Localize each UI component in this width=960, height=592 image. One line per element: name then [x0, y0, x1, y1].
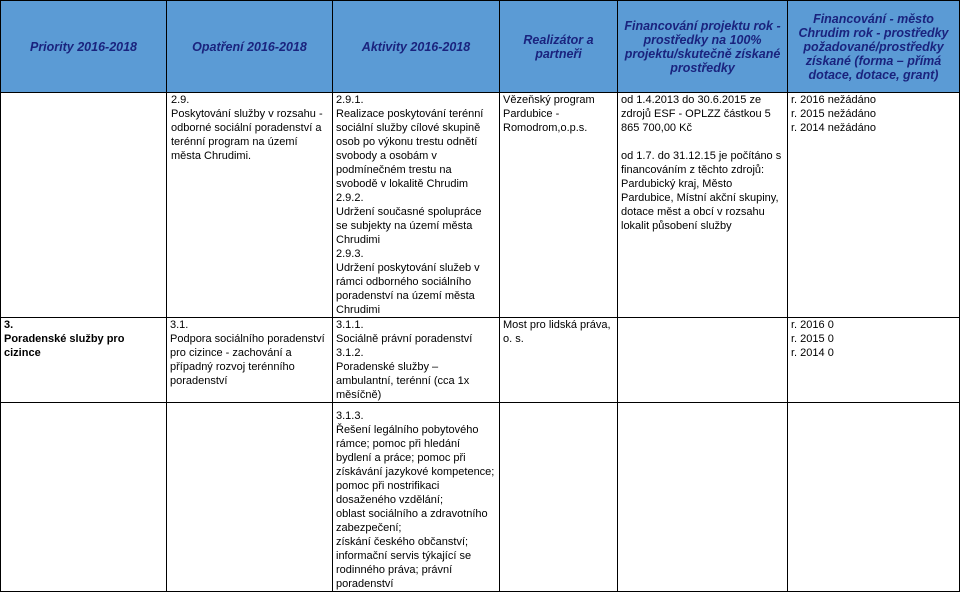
activity-text: Udržení poskytování služeb v rámci odborného sociálního poradenství na území města Chrudimi — [336, 262, 480, 316]
priority-cell — [1, 403, 167, 592]
activity-text: Sociálně právní poradenství — [336, 333, 473, 345]
activity-title: Řešení legálního pobytového — [336, 424, 479, 436]
measure-cell: 2.9. Poskytování služby v rozsahu - odborné sociální poradenství a terénní program na území města Chrudimi. — [167, 93, 333, 318]
financing-city-cell: r. 2016 nežádáno r. 2015 nežádáno r. 2014 nežádáno — [788, 93, 960, 318]
priority-cell: 3. Poradenské služby pro cizince — [1, 318, 167, 403]
activity-code: 3.1.1. — [336, 319, 364, 331]
activities-cell — [333, 93, 500, 318]
financing-project-cell — [618, 93, 788, 318]
activity-code: 3.1.3. — [336, 410, 364, 422]
implementer-cell — [500, 403, 618, 592]
header-row — [1, 1, 960, 93]
financing-project-cell — [618, 318, 788, 403]
header-priority: Priority 2016-2018 — [1, 1, 167, 93]
financing-period: od 1.7. do 31.12.15 je počítáno s financováním z těchto zdrojů: Pardubický kraj, Město Pardubice, Místní akční skupiny, dotace měst a obcí v rozsahu lokalit působení služby — [621, 150, 782, 232]
activities-cell — [333, 318, 500, 403]
activity-text: Realizace poskytování terénní sociální služby cílové skupině osob po výkonu trestu odnětí svobody a osobám v podmínečném trestu na svobodě v lokalitě Chrudim — [336, 108, 484, 190]
header-financing-city: Financování - město Chrudim rok - prostředky požadované/prostředky získané (forma – přímá dotace, dotace, grant) — [788, 1, 960, 93]
activity-text: rámce; pomoc při hledání bydlení a práce; pomoc při získávání jazykové kompetence; pomoc při nostrifikaci dosaženého vzdělání; oblast sociálního a zdravotního zabezpečení; získání českého občanství; informační servis týkající se rodinného práva; právní poradenství — [336, 438, 495, 590]
table-row — [1, 403, 960, 592]
implementer-cell: Most pro lidská práva, o. s. — [500, 318, 618, 403]
activity-code: 2.9.3. — [336, 248, 364, 260]
activity-text: Poradenské služby – ambulantní, terénní (cca 1x měsíčně) — [336, 361, 470, 401]
header-implementer: Realizátor a partneři — [500, 1, 618, 93]
measure-cell — [167, 403, 333, 592]
financing-project-cell — [618, 403, 788, 592]
financing-period: od 1.4.2013 do 30.6.2015 ze zdrojů ESF - OPLZZ částkou 5 865 700,00 Kč — [621, 94, 771, 134]
activities-cell — [333, 403, 500, 592]
table-row — [1, 318, 960, 403]
priority-cell — [1, 93, 167, 318]
table-row — [1, 93, 960, 318]
activity-code: 3.1.2. — [336, 347, 364, 359]
implementer-cell: Vězeňský program Pardubice - Romodrom,o.p.s. — [500, 93, 618, 318]
activity-code: 2.9.2. — [336, 192, 364, 204]
financing-city-cell: r. 2016 0 r. 2015 0 r. 2014 0 — [788, 318, 960, 403]
header-activities: Aktivity 2016-2018 — [333, 1, 500, 93]
activity-text: Udržení současné spolupráce se subjekty na území města Chrudimi — [336, 206, 482, 246]
measure-cell: 3.1. Podpora sociálního poradenství pro cizince - zachování a případný rozvoj terénního poradenství — [167, 318, 333, 403]
financing-city-cell — [788, 403, 960, 592]
activity-code: 2.9.1. — [336, 94, 364, 106]
header-measure: Opatření 2016-2018 — [167, 1, 333, 93]
header-financing-project: Financování projektu rok - prostředky na 100% projektu/skutečně získané prostředky — [618, 1, 788, 93]
